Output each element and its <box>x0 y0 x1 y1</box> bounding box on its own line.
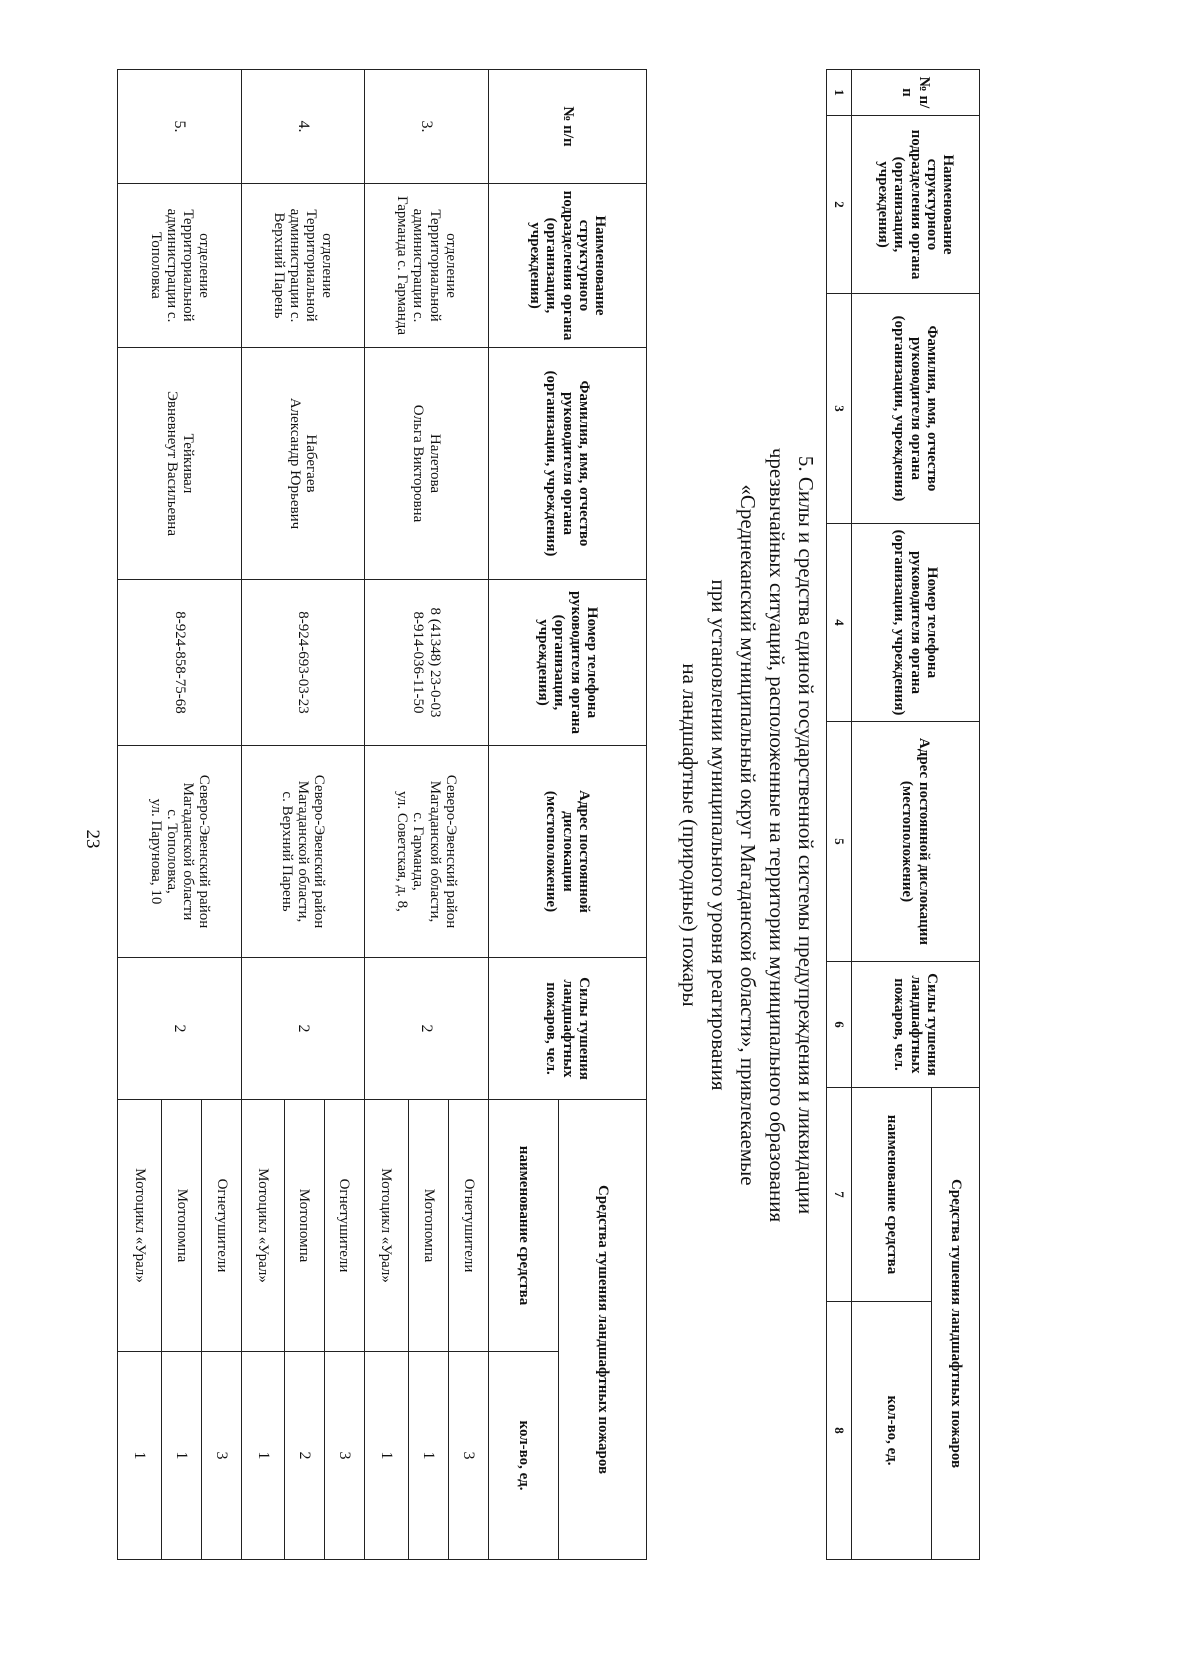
address <box>242 746 364 958</box>
means-qty: 1 <box>242 1352 284 1560</box>
fio-line: Ольга Викторовна <box>410 404 427 523</box>
table-row <box>324 70 364 1560</box>
column-number: 5 <box>827 722 852 962</box>
section-heading <box>640 275 820 1395</box>
resources-table-1 <box>117 69 647 1560</box>
header-address: Адрес постоянной дислокации (местоположение) <box>489 746 647 958</box>
header-address: Адрес постоянной дислокации (местоположение) <box>852 722 980 962</box>
phone-line: 8-924-858-75-68 <box>171 611 188 714</box>
means-qty: 3 <box>324 1352 364 1560</box>
means-qty: 2 <box>284 1352 324 1560</box>
head-fio <box>364 348 488 580</box>
header-head-fio: Фамилия, имя, отчество руководителя органа (организации, учреждения) <box>489 348 647 580</box>
header-means: Средства тушения ландшафтных пожаров <box>559 1100 647 1560</box>
address-line: ул. Парунова, 10 <box>147 798 164 905</box>
means-name: Мотопомпа <box>408 1100 448 1352</box>
column-number: 6 <box>827 962 852 1088</box>
means-qty: 1 <box>364 1352 408 1560</box>
phone-line: 8-914-036-11-50 <box>410 611 427 714</box>
unit-name: отделение Территориальной администрации с. Верхний Парень <box>242 184 364 348</box>
header-phone: Номер телефона руководителя органа (организации, учреждения) <box>852 524 980 722</box>
table1-container <box>117 69 647 1559</box>
header-forces: Силы тушения ландшафтных пожаров, чел. <box>852 962 980 1088</box>
means-name: Огнетушители <box>324 1100 364 1352</box>
means-name: Мотоцикл «Урал» <box>242 1100 284 1352</box>
header-means-name: наименование средства <box>489 1100 559 1352</box>
means-name: Мотопомпа <box>162 1100 202 1352</box>
fio-line: Налетова <box>426 433 443 494</box>
heading-line: 5. Силы и средства единой государственной системы предупреждения и ликвидации <box>794 455 818 1215</box>
means-qty: 3 <box>448 1352 488 1560</box>
column-number: 4 <box>827 524 852 722</box>
unit-name: отделение Территориальной администрации с. Тополовка <box>118 184 242 348</box>
address-line: Северо-Эвенский район Магаданской области <box>179 774 213 929</box>
header-means-qty: кол-во, ед. <box>489 1352 559 1560</box>
header-means: Средства тушения ландшафтных пожаров <box>932 1088 980 1560</box>
address-line: с. Верхний Парень <box>278 791 295 912</box>
fio-line: Набегаев <box>303 434 320 493</box>
means-qty: 3 <box>202 1352 242 1560</box>
means-qty: 1 <box>162 1352 202 1560</box>
fio-line: Эвневнеут Васильевна <box>163 391 180 536</box>
header-phone: Номер телефона руководителя органа (организации, учреждения) <box>489 580 647 746</box>
row-number: 5. <box>118 70 242 184</box>
forces-count: 2 <box>242 958 364 1100</box>
page-number: 23 <box>82 829 103 849</box>
means-name: Мотоцикл «Урал» <box>118 1100 162 1352</box>
header-no: № п/п <box>489 70 647 184</box>
section-heading-container <box>640 275 820 1395</box>
heading-line: при установлении муниципального уровня реагирования <box>707 579 731 1091</box>
address-line: Северо-Эвенский район Магаданской области, <box>426 774 459 929</box>
header-unit-name: Наименование структурного подразделения органа (организации, учреждения) <box>489 184 647 348</box>
means-name: Огнетушители <box>202 1100 242 1352</box>
unit-name: отделение Территориальной администрации с. Гарманда с. Гарманда <box>364 184 488 348</box>
column-number: 8 <box>827 1302 852 1560</box>
address-line: с. Гарманда, <box>410 812 427 891</box>
fio-line: Тейкивал <box>179 433 196 494</box>
header-head-fio: Фамилия, имя, отчество руководителя органа (организации, учреждения) <box>852 294 980 524</box>
phone-line: 8 (41348) 23-0-03 <box>426 607 443 718</box>
heading-line: «Среднеканский муниципальный округ Магаданской области», привлекаемые <box>736 484 760 1186</box>
column-number: 3 <box>827 294 852 524</box>
heading-line: чрезвычайных ситуаций, расположенные на территории муниципального образования <box>765 447 789 1223</box>
address <box>364 746 488 958</box>
address-line: ул. Советская, д. 8, <box>394 791 411 912</box>
address-line: с. Тополовка, <box>163 809 180 894</box>
row-number: 3. <box>364 70 488 184</box>
fio-line: Александр Юрьевич <box>287 397 304 530</box>
header-forces: Силы тушения ландшафтных пожаров, чел. <box>489 958 647 1100</box>
table-row <box>202 70 242 1560</box>
column-number: 1 <box>827 70 852 116</box>
table2-container <box>826 69 980 1559</box>
means-name: Огнетушители <box>448 1100 488 1352</box>
header-means-qty: кол-во, ед. <box>852 1302 932 1560</box>
forces-count: 2 <box>118 958 242 1100</box>
address <box>118 746 242 958</box>
head-fio <box>242 348 364 580</box>
means-name: Мотопомпа <box>284 1100 324 1352</box>
phone-line: 8-924-693-03-23 <box>295 611 312 714</box>
heading-line: на ландшафтные (природные) пожары <box>678 663 702 1007</box>
table-row <box>448 70 488 1560</box>
means-name: Мотоцикл «Урал» <box>364 1100 408 1352</box>
header-means-name: наименование средства <box>852 1088 932 1302</box>
phone-number <box>118 580 242 746</box>
address-line: Северо-Эвенский район Магаданской области, <box>295 774 328 929</box>
row-number: 4. <box>242 70 364 184</box>
forces-count: 2 <box>364 958 488 1100</box>
head-fio <box>118 348 242 580</box>
header-no: № п/п <box>852 70 980 116</box>
phone-number <box>242 580 364 746</box>
phone-number <box>364 580 488 746</box>
means-qty: 1 <box>408 1352 448 1560</box>
resources-table-2 <box>826 69 980 1560</box>
column-number: 7 <box>827 1088 852 1302</box>
means-qty: 1 <box>118 1352 162 1560</box>
header-unit-name: Наименование структурного подразделения органа (организации, учреждения) <box>852 116 980 294</box>
column-number: 2 <box>827 116 852 294</box>
